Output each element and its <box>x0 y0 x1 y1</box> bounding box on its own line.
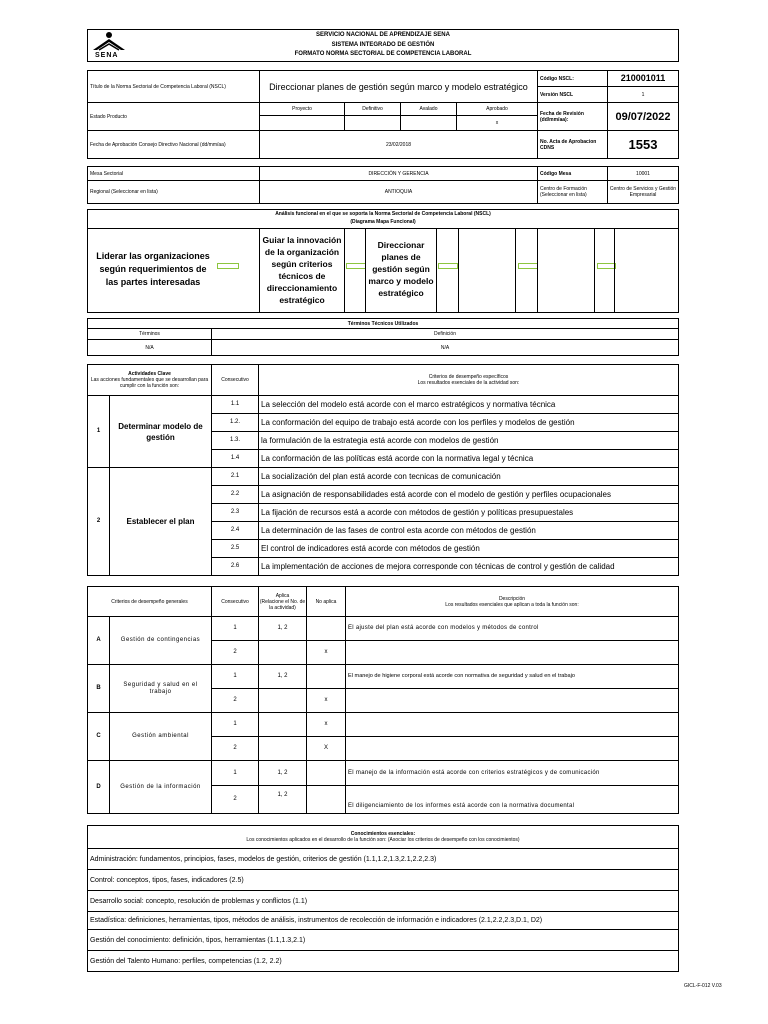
general-d-2-desc: El diligenciamiento de los informes está acorde con la normativa documental <box>345 785 679 814</box>
terminos-def: N/A <box>211 339 679 356</box>
fecha-apr-value: 23/02/2018 <box>259 130 538 159</box>
estado-label: Estado Producto <box>87 102 260 131</box>
header-line-3: FORMATO NORMA SECTORIAL DE COMPETENCIA LABORAL <box>294 51 472 57</box>
actividad-1-1-text: La selección del modelo está acorde con el marco estratégicos y normativa técnica <box>258 395 679 414</box>
general-d-2-aplica: 1, 2 <box>258 785 307 814</box>
logo-text: SENA <box>95 52 119 59</box>
regional-label: Regional (Seleccionar en lista) <box>87 180 260 204</box>
funcional-box-5-frame <box>537 229 595 313</box>
general-b-1-no <box>306 664 346 689</box>
actividad-1-2-cons: 1.2. <box>211 413 259 432</box>
general-a-letter: A <box>87 616 110 665</box>
actividad-2-name: Establecer el plan <box>109 467 212 576</box>
actividad-1-2-text: La conformación del equipo de trabajo está acorde con los perfiles y modelos de gestión <box>258 413 679 432</box>
actividad-1-num: 1 <box>87 395 110 468</box>
funcional-box-3: Direccionar planes de gestión según marco y modelo estratégico <box>368 240 434 298</box>
estado-val-proyecto <box>259 115 345 131</box>
actividad-2-6-cons: 2.6 <box>211 557 259 576</box>
estado-col-avalado: Avalado <box>400 102 457 116</box>
general-d-2-no <box>306 785 346 814</box>
actividades-h1a: Actividades Clave <box>128 371 171 377</box>
arrow-3 <box>438 263 458 269</box>
header-line-2: SISTEMA INTEGRADO DE GESTIÓN <box>331 42 435 48</box>
actividad-1-1-cons: 1.1 <box>211 395 259 414</box>
actividad-2-1-text: La socialización del plan está acorde con tecnicas de comunicación <box>258 467 679 486</box>
general-a-2-aplica <box>258 640 307 665</box>
actividades-h3a: Criterios de desempeño específicos <box>428 374 509 380</box>
general-b-2-no: x <box>306 688 346 713</box>
version-value: 1 <box>607 86 679 103</box>
actividades-h1b: Las acciones fundamentales que se desarrollan para cumplir con la función son: <box>90 377 209 389</box>
terminos-term: N/A <box>87 339 212 356</box>
fecha-apr-label: Fecha de Aprobación Consejo Directivo Nacional (dd/mm/aa) <box>87 130 260 159</box>
titulo-value: Direccionar planes de gestión según marco y modelo estratégico <box>259 70 538 103</box>
estado-col-proyecto: Proyecto <box>259 102 345 116</box>
generales-h3b: (Relacione el No. de la actividad) <box>259 598 306 611</box>
generales-header-5 <box>345 586 679 617</box>
general-d-1-aplica: 1, 2 <box>258 760 307 786</box>
actividad-2-2-text: La asignación de responsabilidades está acorde con el modelo de gestión y perfiles ocupacionales <box>258 485 679 504</box>
actividad-1-3-text: la formulación de la estrategia está acorde con modelos de gestión <box>258 431 679 450</box>
general-c-name: Gestión ambiental <box>109 712 212 761</box>
acta-value: 1553 <box>607 130 679 159</box>
conocimiento-item-6: Gestión del Talento Humano: perfiles, competencias (1.2, 2.2) <box>87 950 679 972</box>
codigo-label: Código NSCL: <box>537 70 608 87</box>
conocimiento-item-5: Gestión del conocimiento: definición, tipos, herramientas (1.1,1.3,2.1) <box>87 929 679 951</box>
estado-col-aprobado: Aprobado <box>456 102 538 116</box>
general-b-2-cons: 2 <box>211 688 259 713</box>
general-b-1-aplica: 1, 2 <box>258 664 307 689</box>
general-a-2-no: x <box>306 640 346 665</box>
header-line-1: SERVICIO NACIONAL DE APRENDIZAJE SENA <box>316 32 450 38</box>
conocimiento-item-1: Administración: fundamentos, principios, fases, modelos de gestión, criterios de gestión (1.1,1.2,1.3,2.1,2.2,2.3) <box>87 848 679 870</box>
funcional-box-4-frame <box>458 229 516 313</box>
actividad-2-6-text: La implementación de acciones de mejora corresponde con técnicas de control y gestión de calidad <box>258 557 679 576</box>
arrow-4 <box>518 263 538 269</box>
general-a-2-desc <box>345 640 679 665</box>
terminos-title: Términos Técnicos Utilizados <box>87 318 679 329</box>
terminos-col-1: Términos <box>87 328 212 340</box>
general-a-1-no <box>306 616 346 641</box>
conocimiento-item-4: Estadística: definiciones, herramientas, tipos, métodos de análisis, instrumentos de recolección de información e indicadores (2.1,2.2,2.3,D.1, D2) <box>87 911 679 930</box>
general-c-1-cons: 1 <box>211 712 259 737</box>
actividades-header-2: Consecutivo <box>211 364 259 396</box>
mesa-value: DIRECCIÓN Y GERENCIA <box>259 166 538 181</box>
general-b-2-aplica <box>258 688 307 713</box>
estado-val-avalado <box>400 115 457 131</box>
general-a-name: Gestión de contingencias <box>109 616 212 665</box>
generales-h3a: Aplica <box>275 592 290 599</box>
fecha-rev-label: Fecha de Revisión (dd/mm/aa): <box>537 102 608 131</box>
generales-header-2: Consecutivo <box>211 586 259 617</box>
mesa-label: Mesa Sectorial <box>87 166 260 181</box>
actividades-header-1 <box>87 364 212 396</box>
actividad-1-3-cons: 1.3. <box>211 431 259 450</box>
generales-header-1: Criterios de desempeño generales <box>87 586 212 617</box>
footer-code: GICL-F-012 V.03 <box>684 983 722 989</box>
actividad-1-name: Determinar modelo de gestión <box>109 395 212 468</box>
general-b-2-desc <box>345 688 679 713</box>
conocimientos-title-2: Los conocimientos aplicados en el desarrollo de la función son: (Asociar los criterios de desempeño con los conocimientos) <box>246 837 520 843</box>
actividad-2-2-cons: 2.2 <box>211 485 259 504</box>
generales-h5a: Descripción <box>498 595 526 602</box>
conocimiento-item-2: Control: conceptos, tipos, fases, indicadores (2.5) <box>87 869 679 891</box>
actividad-2-3-text: La fijación de recursos está a acorde con métodos de gestión y políticas presupuestales <box>258 503 679 522</box>
arrow-2 <box>346 263 366 269</box>
general-b-name: Seguridad y salud en el trabajo <box>109 664 212 713</box>
cod-mesa-label: Código Mesa <box>537 166 608 181</box>
actividad-1-4-text: La conformación de las políticas está acorde con la normativa legal y técnica <box>258 449 679 468</box>
conocimiento-item-3: Desarrollo social: concepto, resolución de problemas y conflictos (1.1) <box>87 890 679 912</box>
general-a-2-cons: 2 <box>211 640 259 665</box>
general-d-1-cons: 1 <box>211 760 259 786</box>
actividad-2-4-cons: 2.4 <box>211 521 259 540</box>
conocimientos-title <box>87 825 679 849</box>
general-d-letter: D <box>87 760 110 814</box>
terminos-col-2: Definición <box>211 328 679 340</box>
actividad-2-num: 2 <box>87 467 110 576</box>
version-label: Versión NSCL <box>537 86 608 103</box>
actividad-1-4-cons: 1.4 <box>211 449 259 468</box>
acta-label: No. Acta de Aprobacion CDNS <box>537 130 608 159</box>
estado-val-aprobado: x <box>456 115 538 131</box>
general-a-1-cons: 1 <box>211 616 259 641</box>
general-b-1-desc: El manejo de higiene corporal está acorde con normativa de seguridad y salud en el trabajo <box>345 664 679 689</box>
general-d-1-no <box>306 760 346 786</box>
fecha-rev-value: 09/07/2022 <box>607 102 679 131</box>
general-b-letter: B <box>87 664 110 713</box>
actividad-2-5-text: El control de indicadores está acorde con métodos de gestión <box>258 539 679 558</box>
generales-header-4: No aplica <box>306 586 346 617</box>
general-c-1-no: x <box>306 712 346 737</box>
generales-header-3 <box>258 586 307 617</box>
actividad-2-4-text: La determinación de las fases de control esta acorde con métodos de gestión <box>258 521 679 540</box>
general-c-2-aplica <box>258 736 307 761</box>
centro-value: Centro de Servicios y Gestión Empresarial <box>607 180 679 204</box>
general-c-1-aplica <box>258 712 307 737</box>
generales-h5b: Los resultados esenciales que aplican a toda la función son: <box>445 601 579 608</box>
arrow-1 <box>217 263 239 269</box>
general-a-1-aplica: 1, 2 <box>258 616 307 641</box>
general-c-letter: C <box>87 712 110 761</box>
funcional-title-1: Análisis funcional en el que se soporta la Norma Sectorial de Competencia Laboral (NSCL) <box>275 211 491 217</box>
general-c-1-desc <box>345 712 679 737</box>
general-c-2-cons: 2 <box>211 736 259 761</box>
estado-val-definitivo <box>344 115 401 131</box>
actividad-2-3-cons: 2.3 <box>211 503 259 522</box>
regional-value: ANTIOQUIA <box>259 180 538 204</box>
funcional-box-6-frame <box>614 229 615 313</box>
conocimientos-title-1: Conocimientos esenciales: <box>350 831 416 837</box>
general-c-2-desc <box>345 736 679 761</box>
general-d-name: Gestión de la información <box>109 760 212 814</box>
actividad-2-5-cons: 2.5 <box>211 539 259 558</box>
general-a-1-desc: El ajuste del plan está acorde con modelos y métodos de control <box>345 616 679 641</box>
actividades-h3b: Los resultados esenciales de la actividad son: <box>417 380 520 386</box>
titulo-label: Título de la Norma Sectorial de Competencia Laboral (NSCL) <box>87 70 260 103</box>
general-b-1-cons: 1 <box>211 664 259 689</box>
actividad-2-1-cons: 2.1 <box>211 467 259 486</box>
funcional-box-2: Guiar la innovación de la organización según criterios técnicos de direccionamiento estratégico <box>262 235 342 305</box>
cod-mesa-value: 10001 <box>607 166 679 181</box>
centro-label: Centro de Formación (Seleccionar en lista) <box>537 180 608 204</box>
actividades-header-3 <box>258 364 679 396</box>
general-c-2-no: X <box>306 736 346 761</box>
funcional-title-2: (Diagrama Mapa Funcional) <box>350 219 416 225</box>
estado-col-definitivo: Definitivo <box>344 102 401 116</box>
general-d-1-desc: El manejo de la información está acorde con criterios estratégicos y de comunicación <box>345 760 679 786</box>
codigo-value: 210001011 <box>607 70 679 87</box>
funcional-box-1: Liderar las organizaciones según requerimientos de las partes interesadas <box>96 251 210 287</box>
general-d-2-cons: 2 <box>211 785 259 814</box>
